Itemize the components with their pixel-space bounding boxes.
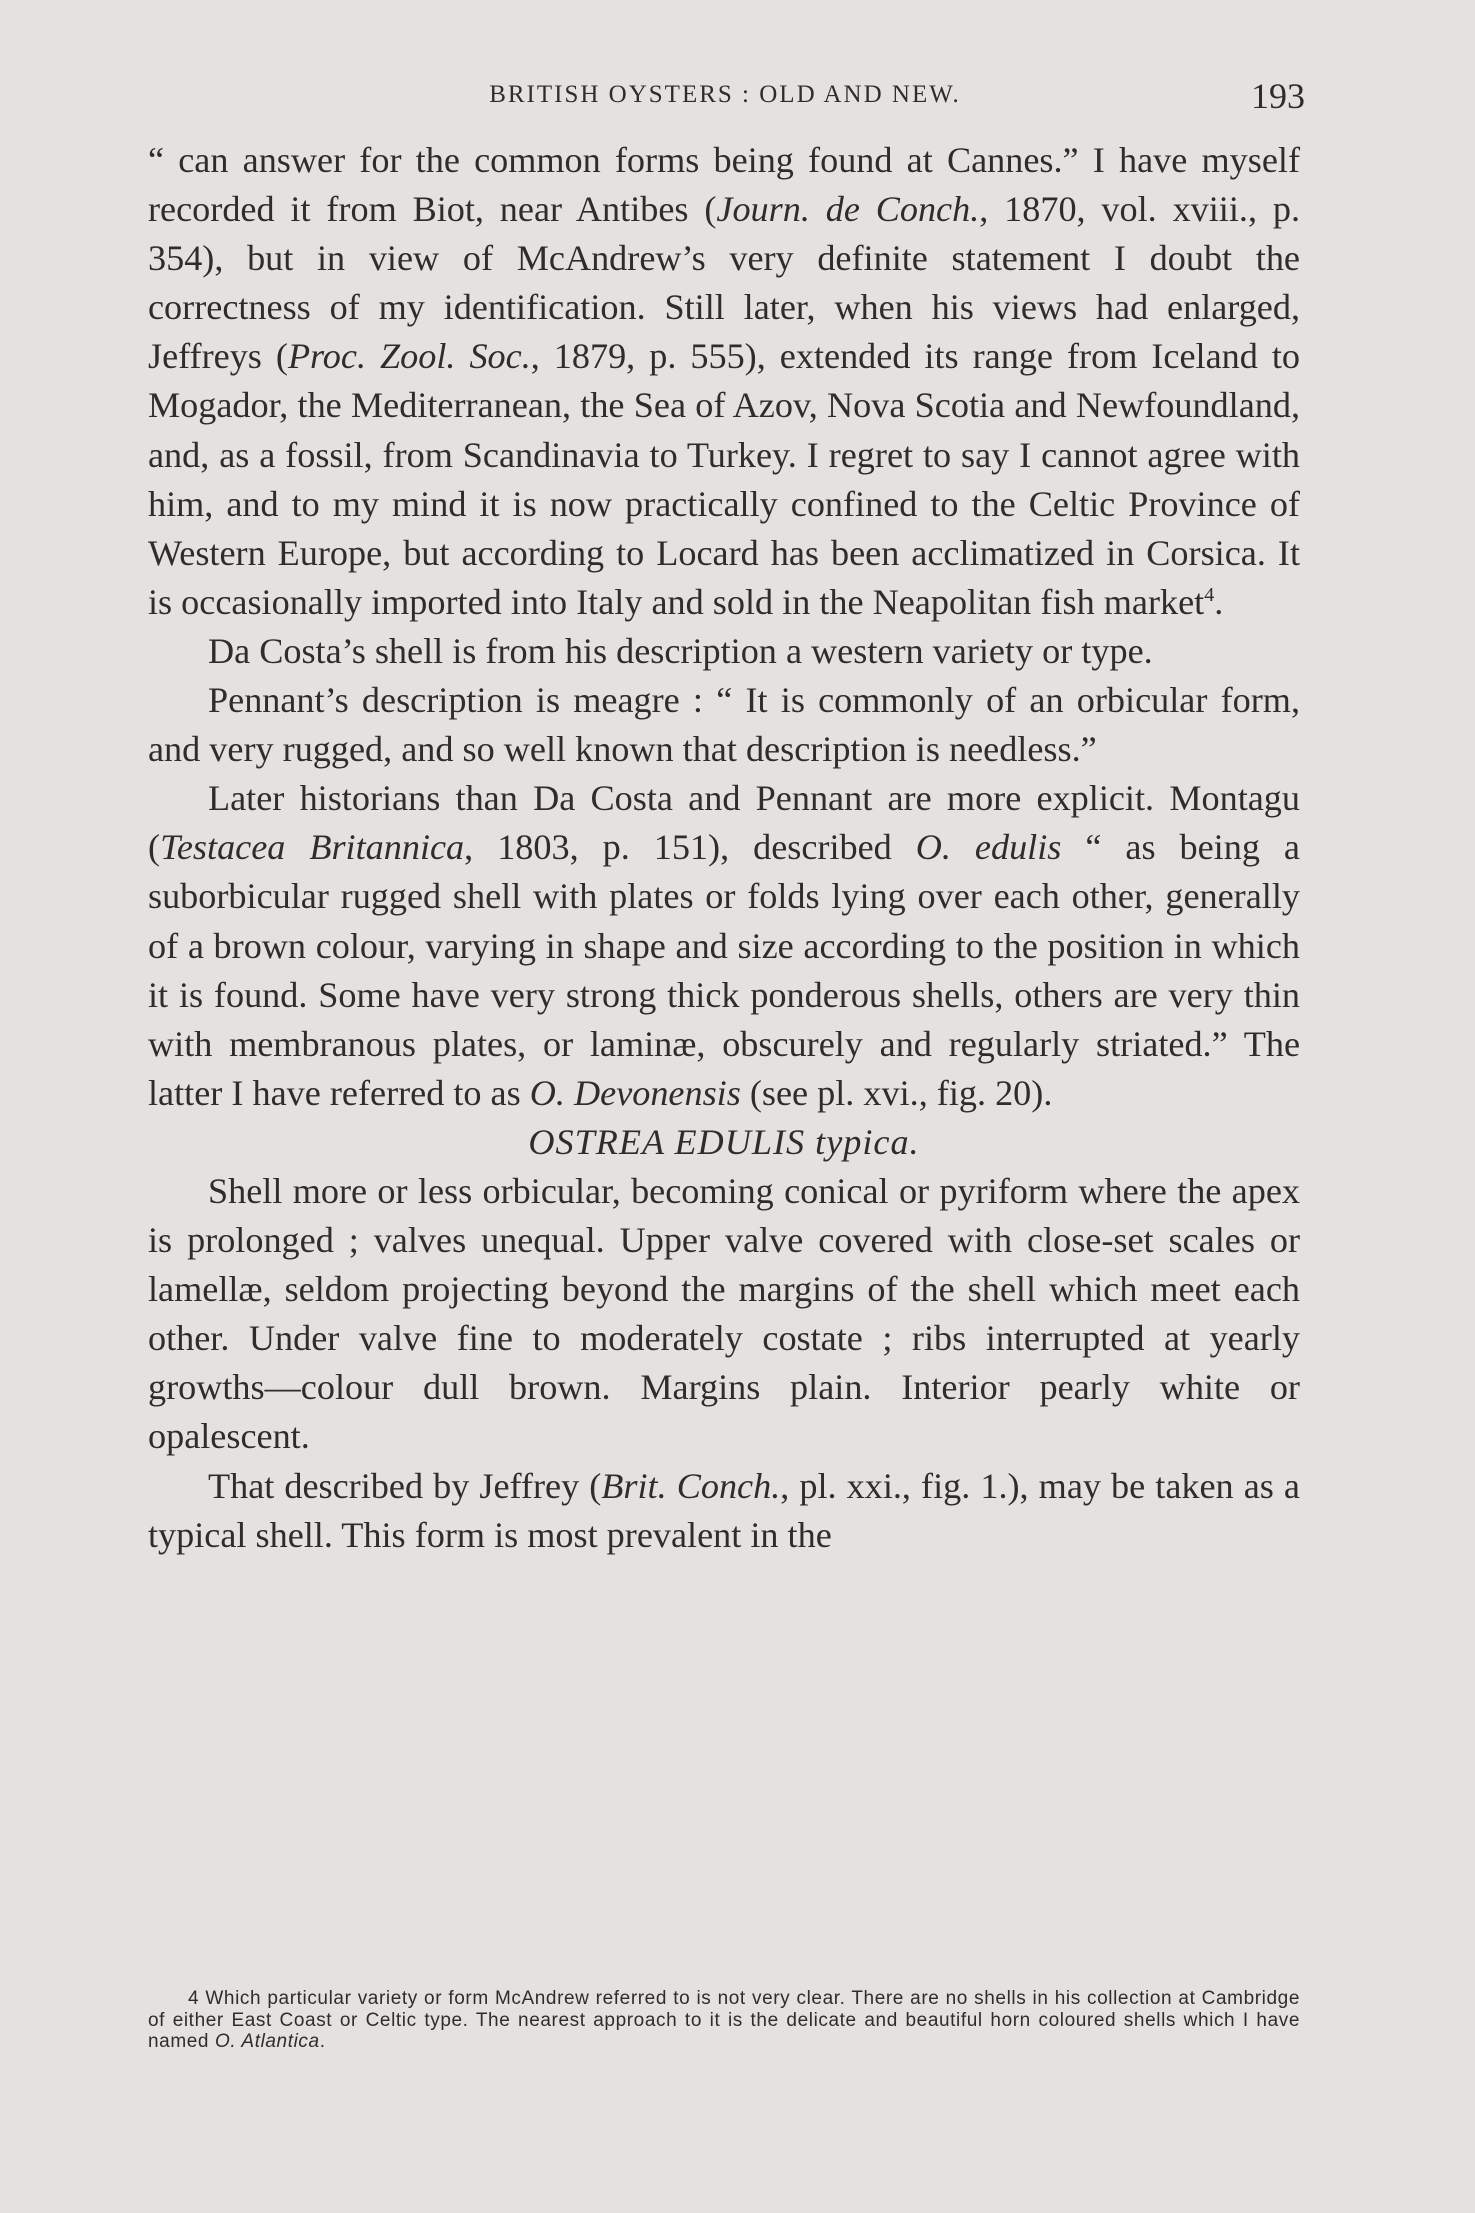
paragraph-pennant: [148, 676, 1300, 774]
footnote: [148, 1988, 1300, 2053]
italic-text: Proc. Zool. Soc.: [287, 336, 531, 377]
text-run: Shell more or less orbicular, becoming conical or pyriform where the apex is prolonged ; valves unequal. Upper valve covered with close-set scales or lamellæ, seldom projecting beyond the margins of the shell which meet each other. Under valve fine to moderately costate ; ribs interrupted at yearly growths—colour dull brown. Margins plain. Interior pearly white or opalescent.: [148, 1170, 1300, 1457]
text-run: Later historians than Da Costa and Pennant are more explicit. Montagu (: [148, 778, 1300, 868]
text-run: Da Costa’s shell is from his description a western variety or type.: [208, 630, 1153, 671]
text-run: .: [319, 2031, 326, 2052]
footnote-text: [148, 1988, 1300, 2052]
text-run: That described by Jeffrey (: [208, 1465, 602, 1506]
text-run: “ can answer for the common forms being found at Cannes.” I have myself recorded it from Biot, near Antibes (: [148, 140, 1300, 230]
paragraph-description: [148, 1167, 1300, 1462]
italic-text: Journ. de Conch.: [716, 189, 980, 230]
page-header: [145, 70, 1305, 120]
text-run: .: [1214, 581, 1224, 622]
footnote-number: 4: [188, 1988, 200, 2009]
italic-text: Testacea Britannica: [160, 827, 465, 868]
text-run: , 1870, vol. xviii., p. 354), but in view of McAndrew’s very definite statement I doubt the correctness of my identification. Still later, when his views had enlarged, Jeffreys (: [148, 189, 1301, 377]
paragraph-continuation: [148, 136, 1300, 627]
paragraph-jeffrey: [148, 1462, 1300, 1560]
paragraph-montagu: [148, 774, 1300, 1118]
body-text: [148, 136, 1300, 1560]
text-run: “ as being a suborbicular rugged shell with plates or folds lying over each other, generally of a brown colour, varying in shape and size according to the position in which it is found. Some have very strong thick ponderous shells, others are very thin with membranous plates, or laminæ, obscurely and regularly striated.” The latter I have referred to as: [148, 827, 1300, 1113]
text-run: , pl. xxi., fig. 1.), may be taken as a typical shell. This form is most prevalent in the: [148, 1465, 1300, 1555]
running-head: BRITISH OYSTERS : OLD AND NEW.: [489, 81, 961, 108]
text-run: , 1803, p. 151), described: [464, 827, 916, 868]
italic-text: O. edulis: [915, 827, 1062, 868]
italic-text: Brit. Conch.: [601, 1465, 781, 1506]
page-number: 193: [1251, 76, 1305, 116]
italic-text: O. Devonensis: [529, 1072, 741, 1113]
footnote-reference: 4: [1204, 583, 1215, 606]
text-run: (see pl. xvi., fig. 20).: [740, 1072, 1053, 1113]
paragraph-da-costa: [148, 627, 1300, 676]
italic-text: O. Atlantica: [214, 2031, 320, 2052]
text-run: Pennant’s description is meagre : “ It is commonly of an orbicular form, and very rugged, and so well known that description is needless.”: [148, 680, 1300, 770]
section-heading: OSTREA EDULIS typica.: [528, 1121, 920, 1162]
text-run: Which particular variety or form McAndrew referred to is not very clear. There are no shells in his collection at Cambridge of either East Coast or Celtic type. The nearest approach to it is the delicate and beautiful horn coloured shells which I have named: [148, 1988, 1300, 2052]
text-run: , 1879, p. 555), extended its range from Iceland to Mogador, the Mediterranean, the Sea of Azov, Nova Scotia and Newfoundland, and, as a fossil, from Scandinavia to Turkey. I regret to say I cannot agree with him, and to my mind it is now practically confined to the Celtic Province of Western Europe, but according to Locard has been acclimatized in Corsica. It is occasionally imported into Italy and sold in the Neapolitan fish market: [148, 336, 1301, 622]
